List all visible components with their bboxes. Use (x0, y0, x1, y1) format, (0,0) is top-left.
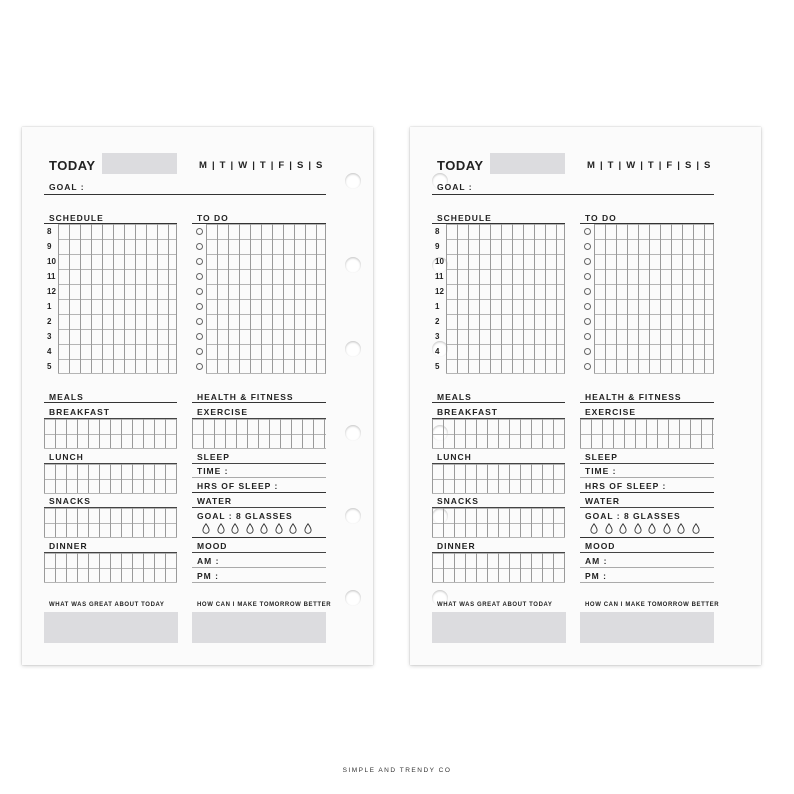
water-bottom-rule (192, 537, 326, 538)
dinner-label: DINNER (437, 541, 476, 551)
today-label: TODAY (437, 158, 484, 173)
snacks-grid[interactable] (432, 508, 565, 538)
hour-label: 8 (435, 227, 440, 236)
lunch-label: LUNCH (437, 452, 472, 462)
meals-heading: MEALS (49, 392, 84, 402)
water-drop-icon[interactable] (590, 523, 598, 534)
today-label: TODAY (49, 158, 96, 173)
hour-label: 2 (47, 317, 52, 326)
hour-label: 3 (47, 332, 52, 341)
todo-checkbox[interactable] (584, 228, 591, 235)
todo-checkbox[interactable] (196, 243, 203, 250)
water-label: WATER (197, 496, 233, 506)
todo-checkbox[interactable] (584, 243, 591, 250)
todo-checkbox[interactable] (196, 228, 203, 235)
todo-checkbox[interactable] (584, 348, 591, 355)
hour-label: 5 (435, 362, 440, 371)
hour-label: 1 (47, 302, 52, 311)
snacks-label: SNACKS (437, 496, 479, 506)
meals-rule (432, 402, 565, 403)
todo-heading: TO DO (585, 213, 617, 223)
breakfast-grid[interactable] (44, 419, 177, 449)
lunch-grid[interactable] (432, 464, 565, 494)
todo-checkbox[interactable] (584, 258, 591, 265)
water-drop-icon[interactable] (677, 523, 685, 534)
great-today-box[interactable] (44, 612, 178, 643)
date-box[interactable] (102, 153, 177, 174)
binder-hole (345, 341, 361, 357)
breakfast-grid[interactable] (432, 419, 565, 449)
hour-label: 2 (435, 317, 440, 326)
snacks-label: SNACKS (49, 496, 91, 506)
todo-checkbox[interactable] (584, 318, 591, 325)
hours-of-sleep-line[interactable] (580, 492, 714, 493)
todo-grid[interactable] (594, 224, 714, 374)
schedule-heading: SCHEDULE (49, 213, 104, 223)
mood-pm-line[interactable] (192, 582, 326, 583)
water-drop-icon[interactable] (634, 523, 642, 534)
hour-label: 11 (435, 272, 444, 281)
lunch-label: LUNCH (49, 452, 84, 462)
todo-checkbox[interactable] (196, 318, 203, 325)
todo-heading: TO DO (197, 213, 229, 223)
exercise-grid[interactable] (580, 419, 714, 449)
sleep-rule (192, 463, 326, 464)
water-rule (192, 507, 326, 508)
binder-hole (345, 257, 361, 273)
water-drop-icon[interactable] (304, 523, 312, 534)
dinner-grid[interactable] (44, 553, 177, 583)
binder-hole (345, 173, 361, 189)
great-today-label: WHAT WAS GREAT ABOUT TODAY (437, 602, 553, 608)
hour-label: 1 (435, 302, 440, 311)
todo-checkbox[interactable] (584, 288, 591, 295)
goal-line[interactable] (432, 194, 714, 195)
todo-checkbox[interactable] (584, 363, 591, 370)
water-drop-icon[interactable] (231, 523, 239, 534)
hours-of-sleep-label: HRS OF SLEEP : (585, 481, 667, 491)
water-drop-icon[interactable] (648, 523, 656, 534)
water-rule (580, 507, 714, 508)
hour-label: 10 (435, 257, 444, 266)
hour-label: 3 (435, 332, 440, 341)
goal-line[interactable] (44, 194, 326, 195)
sleep-label: SLEEP (197, 452, 230, 462)
water-drop-icon[interactable] (217, 523, 225, 534)
water-drop-icon[interactable] (605, 523, 613, 534)
todo-checkbox[interactable] (196, 273, 203, 280)
weekday-selector[interactable]: M | T | W | T | F | S | S (587, 160, 712, 171)
great-today-label: WHAT WAS GREAT ABOUT TODAY (49, 602, 165, 608)
mood-rule (192, 552, 326, 553)
hour-label: 12 (47, 287, 56, 296)
dinner-grid[interactable] (432, 553, 565, 583)
mood-label: MOOD (585, 541, 616, 551)
todo-grid[interactable] (206, 224, 326, 374)
snacks-grid[interactable] (44, 508, 177, 538)
goal-label: GOAL : (49, 182, 85, 192)
binder-hole (345, 590, 361, 606)
date-box[interactable] (490, 153, 565, 174)
mood-am-label: AM : (585, 556, 608, 566)
planner-page-right (410, 127, 761, 665)
todo-checkbox[interactable] (196, 348, 203, 355)
hour-label: 5 (47, 362, 52, 371)
mood-pm-line[interactable] (580, 582, 714, 583)
lunch-grid[interactable] (44, 464, 177, 494)
sleep-label: SLEEP (585, 452, 618, 462)
health-heading: HEALTH & FITNESS (585, 392, 682, 402)
mood-am-line[interactable] (580, 567, 714, 568)
mood-am-label: AM : (197, 556, 220, 566)
health-heading: HEALTH & FITNESS (197, 392, 294, 402)
todo-checkbox[interactable] (196, 363, 203, 370)
breakfast-label: BREAKFAST (437, 407, 498, 417)
tomorrow-better-label: HOW CAN I MAKE TOMORROW BETTER (197, 602, 332, 608)
tomorrow-better-label: HOW CAN I MAKE TOMORROW BETTER (585, 602, 720, 608)
sleep-time-label: TIME : (197, 466, 229, 476)
hour-label: 8 (47, 227, 52, 236)
health-rule (580, 402, 714, 403)
water-bottom-rule (580, 537, 714, 538)
weekday-selector[interactable]: M | T | W | T | F | S | S (199, 160, 324, 171)
todo-checkbox[interactable] (196, 333, 203, 340)
todo-checkbox[interactable] (584, 273, 591, 280)
meals-heading: MEALS (437, 392, 472, 402)
mood-label: MOOD (197, 541, 228, 551)
health-rule (192, 402, 326, 403)
sleep-time-line[interactable] (192, 477, 326, 478)
sleep-time-label: TIME : (585, 466, 617, 476)
hour-label: 12 (435, 287, 444, 296)
tomorrow-better-box[interactable] (192, 612, 326, 643)
binder-hole (345, 508, 361, 524)
meals-rule (44, 402, 177, 403)
planner-page-left (22, 127, 373, 665)
hours-of-sleep-line[interactable] (192, 492, 326, 493)
water-drop-icon[interactable] (260, 523, 268, 534)
todo-checkbox[interactable] (584, 333, 591, 340)
hour-label: 9 (47, 242, 52, 251)
water-drop-icon[interactable] (663, 523, 671, 534)
brand-footer: SIMPLE AND TRENDY CO (342, 767, 452, 774)
water-goal-label: GOAL : 8 GLASSES (585, 511, 681, 521)
hours-of-sleep-label: HRS OF SLEEP : (197, 481, 279, 491)
sleep-time-line[interactable] (580, 477, 714, 478)
exercise-grid[interactable] (192, 419, 326, 449)
dinner-label: DINNER (49, 541, 88, 551)
hour-label: 4 (47, 347, 52, 356)
water-drop-icon[interactable] (275, 523, 283, 534)
great-today-box[interactable] (432, 612, 566, 643)
hour-label: 10 (47, 257, 56, 266)
hour-label: 4 (435, 347, 440, 356)
mood-pm-label: PM : (197, 571, 219, 581)
schedule-grid[interactable] (58, 224, 177, 374)
water-drop-icon[interactable] (289, 523, 297, 534)
breakfast-label: BREAKFAST (49, 407, 110, 417)
todo-checkbox[interactable] (196, 288, 203, 295)
water-drop-icon[interactable] (692, 523, 700, 534)
hour-label: 11 (47, 272, 56, 281)
schedule-grid[interactable] (446, 224, 565, 374)
sleep-rule (580, 463, 714, 464)
tomorrow-better-box[interactable] (580, 612, 714, 643)
todo-checkbox[interactable] (584, 303, 591, 310)
water-drop-icon[interactable] (202, 523, 210, 534)
todo-checkbox[interactable] (196, 303, 203, 310)
water-drop-icon[interactable] (619, 523, 627, 534)
exercise-label: EXERCISE (197, 407, 248, 417)
hour-label: 9 (435, 242, 440, 251)
water-label: WATER (585, 496, 621, 506)
mood-rule (580, 552, 714, 553)
schedule-heading: SCHEDULE (437, 213, 492, 223)
water-goal-label: GOAL : 8 GLASSES (197, 511, 293, 521)
mood-am-line[interactable] (192, 567, 326, 568)
todo-checkbox[interactable] (196, 258, 203, 265)
mood-pm-label: PM : (585, 571, 607, 581)
goal-label: GOAL : (437, 182, 473, 192)
exercise-label: EXERCISE (585, 407, 636, 417)
water-drop-icon[interactable] (246, 523, 254, 534)
binder-hole (345, 425, 361, 441)
